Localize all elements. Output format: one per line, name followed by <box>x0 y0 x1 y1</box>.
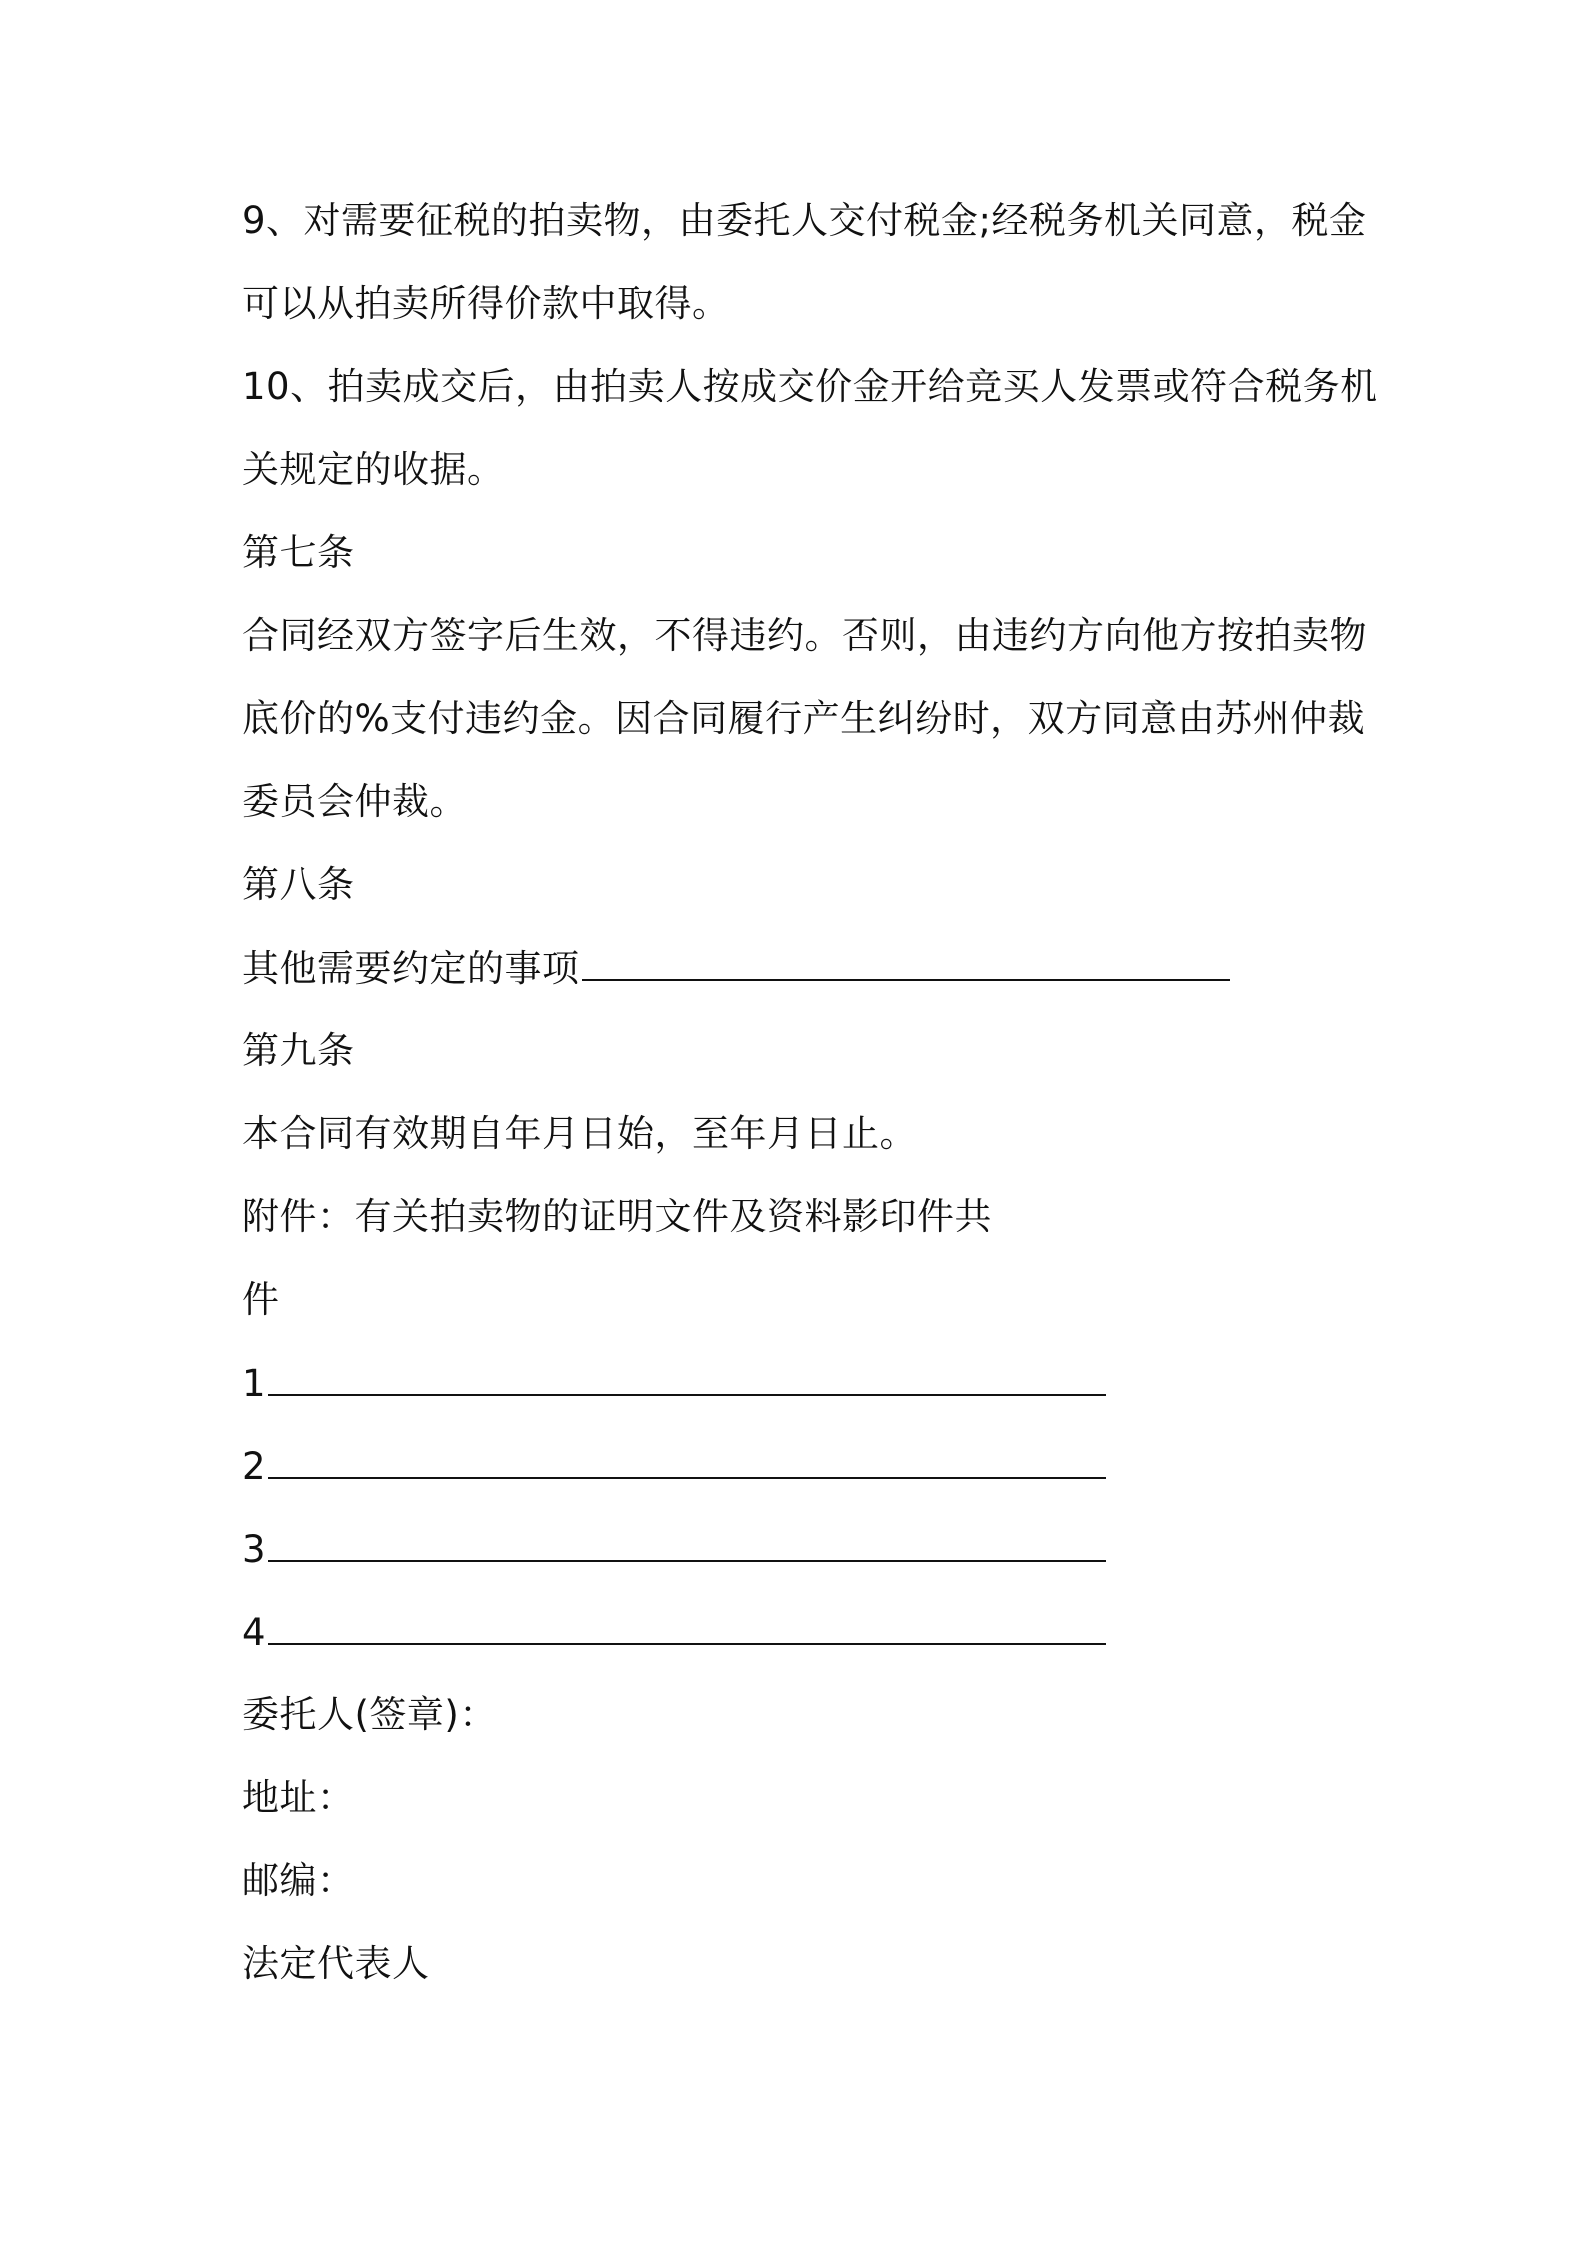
client-signature-label: 委托人(签章)： <box>242 1693 497 1736</box>
article7-line1: 合同经双方签字后生效，不得违约。否则，由违约方向他方按拍卖物 <box>242 614 1367 657</box>
article7-line3: 委员会仲裁。 <box>242 780 467 823</box>
attachment-blank <box>268 1358 1106 1396</box>
article7-line2: 底价的%支付违约金。因合同履行产生纠纷时，双方同意由苏州仲裁 <box>242 697 1366 740</box>
attachment-item <box>242 1524 1106 1575</box>
attachment-blank <box>268 1607 1106 1645</box>
item10-line2: 关规定的收据。 <box>242 448 505 491</box>
attachment-item <box>242 1358 1106 1409</box>
attachment-number: 2 <box>242 1445 267 1488</box>
address-label: 地址： <box>242 1776 355 1819</box>
article8-text-line <box>242 943 1230 994</box>
attachment-number: 4 <box>242 1611 267 1654</box>
attachment-blank <box>268 1524 1106 1562</box>
article8-heading: 第八条 <box>242 863 355 906</box>
attachment-item <box>242 1607 1106 1658</box>
attachment-line1: 附件：有关拍卖物的证明文件及资料影印件共 <box>242 1195 992 1238</box>
postcode-label: 邮编： <box>242 1859 355 1902</box>
item9-line1: 9、对需要征税的拍卖物，由委托人交付税金;经税务机关同意，税金 <box>242 199 1367 242</box>
attachment-line2: 件 <box>242 1278 280 1321</box>
article8-blank <box>582 943 1230 981</box>
attachment-number: 1 <box>242 1362 267 1405</box>
attachment-blank <box>268 1441 1106 1479</box>
item10-line1: 10、拍卖成交后，由拍卖人按成交价金开给竞买人发票或符合税务机 <box>242 365 1378 408</box>
article8-text: 其他需要约定的事项 <box>242 947 580 990</box>
attachment-number: 3 <box>242 1528 267 1571</box>
article7-heading: 第七条 <box>242 531 355 574</box>
article9-heading: 第九条 <box>242 1029 355 1072</box>
legal-representative-label: 法定代表人 <box>242 1942 430 1985</box>
attachment-item <box>242 1441 1106 1492</box>
item9-line2: 可以从拍卖所得价款中取得。 <box>242 282 730 325</box>
article9-text: 本合同有效期自年月日始，至年月日止。 <box>242 1112 917 1155</box>
